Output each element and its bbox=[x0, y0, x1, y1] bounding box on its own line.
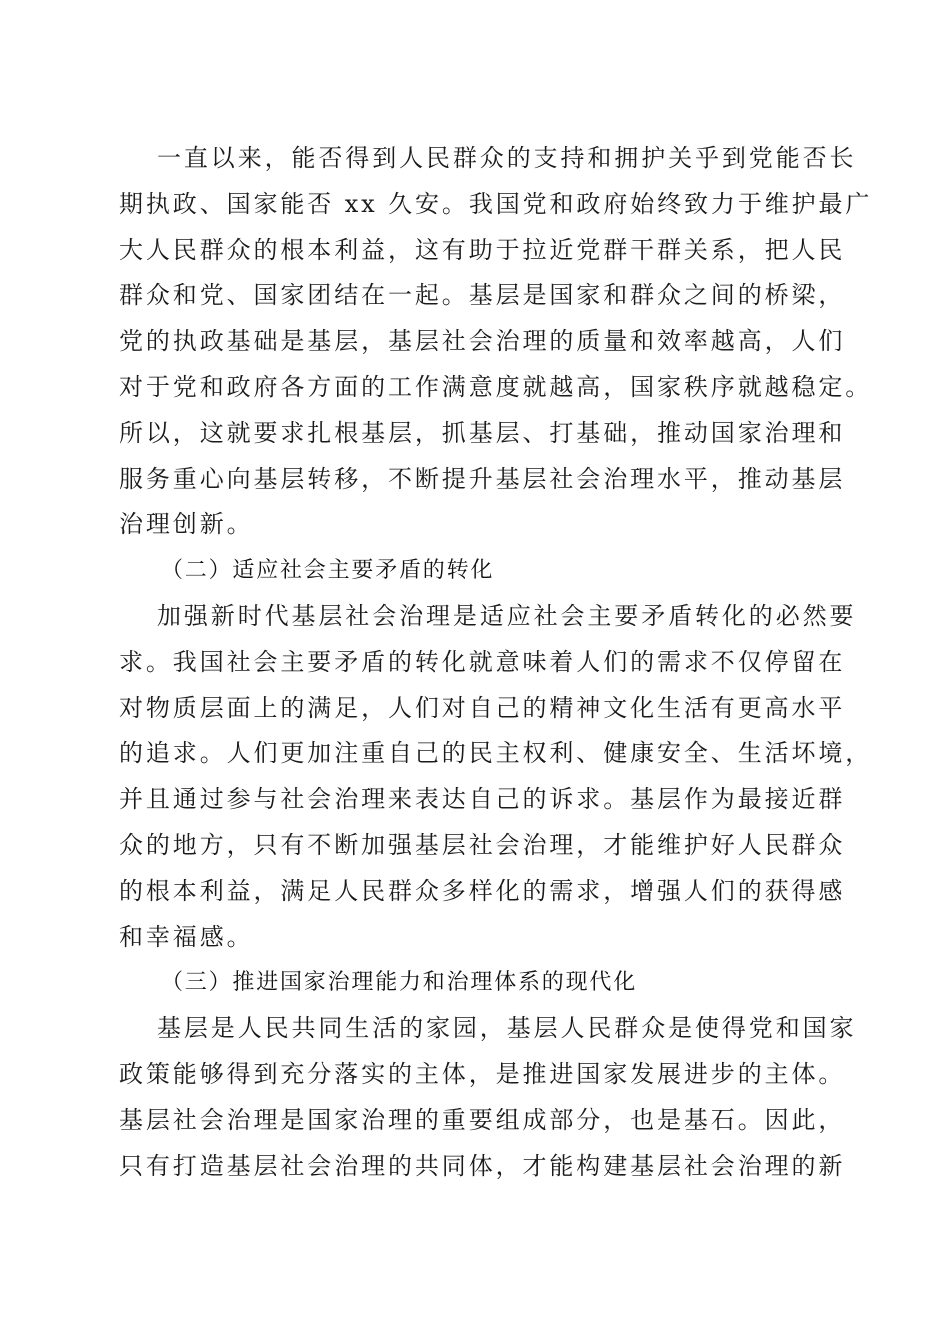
paragraph-social-contradiction bbox=[119, 594, 873, 960]
text-line: 的根本利益，满足人民群众多样化的需求，增强人们的获得感 bbox=[119, 876, 846, 905]
text-line: 政策能够得到充分落实的主体，是推进国家发展进步的主体。 bbox=[119, 1059, 846, 1088]
text-line: 和幸福感。 bbox=[119, 922, 254, 951]
text-line: 基层是人民共同生活的家园，基层人民群众是使得党和国家 bbox=[157, 1014, 857, 1043]
paragraph-governance-modernization bbox=[119, 1006, 857, 1189]
text-line: 对于党和政府各方面的工作满意度就越高，国家秩序就越稳定。 bbox=[119, 372, 873, 401]
text-line: 基层社会治理是国家治理的重要组成部分，也是基石。因此， bbox=[119, 1105, 846, 1134]
text-line: 一直以来，能否得到人民群众的支持和拥护关乎到党能否长 bbox=[157, 144, 857, 172]
section-heading-2: （二）适应社会主要矛盾的转化 bbox=[161, 558, 495, 584]
text-line: 服务重心向基层转移，不断提升基层社会治理水平，推动基层 bbox=[119, 464, 846, 493]
text-line: 群众和党、国家团结在一起。基层是国家和群众之间的桥梁， bbox=[119, 281, 846, 310]
text-line: 的追求。人们更加注重自己的民主权利、健康安全、生活坏境， bbox=[119, 739, 873, 768]
text-line: 只有打造基层社会治理的共同体，才能构建基层社会治理的新 bbox=[119, 1151, 846, 1180]
text-line: 大人民群众的根本利益，这有助于拉近党群干群关系，把人民 bbox=[119, 235, 846, 264]
text-line: 众的地方，只有不断加强基层社会治理，才能维护好人民群众 bbox=[119, 830, 846, 859]
text-line: 党的执政基础是基层，基层社会治理的质量和效率越高，人们 bbox=[119, 327, 846, 356]
text-line: 加强新时代基层社会治理是适应社会主要矛盾转化的必然要 bbox=[157, 601, 857, 630]
text-line: 期执政、国家能否 xx 久安。我国党和政府始终致力于维护最广 bbox=[119, 189, 873, 218]
text-line: 所以，这就要求扎根基层，抓基层、打基础，推动国家治理和 bbox=[119, 418, 846, 447]
document-body bbox=[119, 136, 873, 1189]
text-line: 并且通过参与社会治理来表达自己的诉求。基层作为最接近群 bbox=[119, 785, 846, 814]
text-line: 求。我国社会主要矛盾的转化就意味着人们的需求不仅停留在 bbox=[119, 647, 846, 676]
section-heading-3: （三）推进国家治理能力和治理体系的现代化 bbox=[161, 970, 638, 996]
text-line: 对物质层面上的满足，人们对自己的精神文化生活有更高水平 bbox=[119, 693, 846, 722]
paragraph-importance-of-grassroots bbox=[119, 136, 873, 548]
text-line: 治理创新。 bbox=[119, 510, 254, 539]
